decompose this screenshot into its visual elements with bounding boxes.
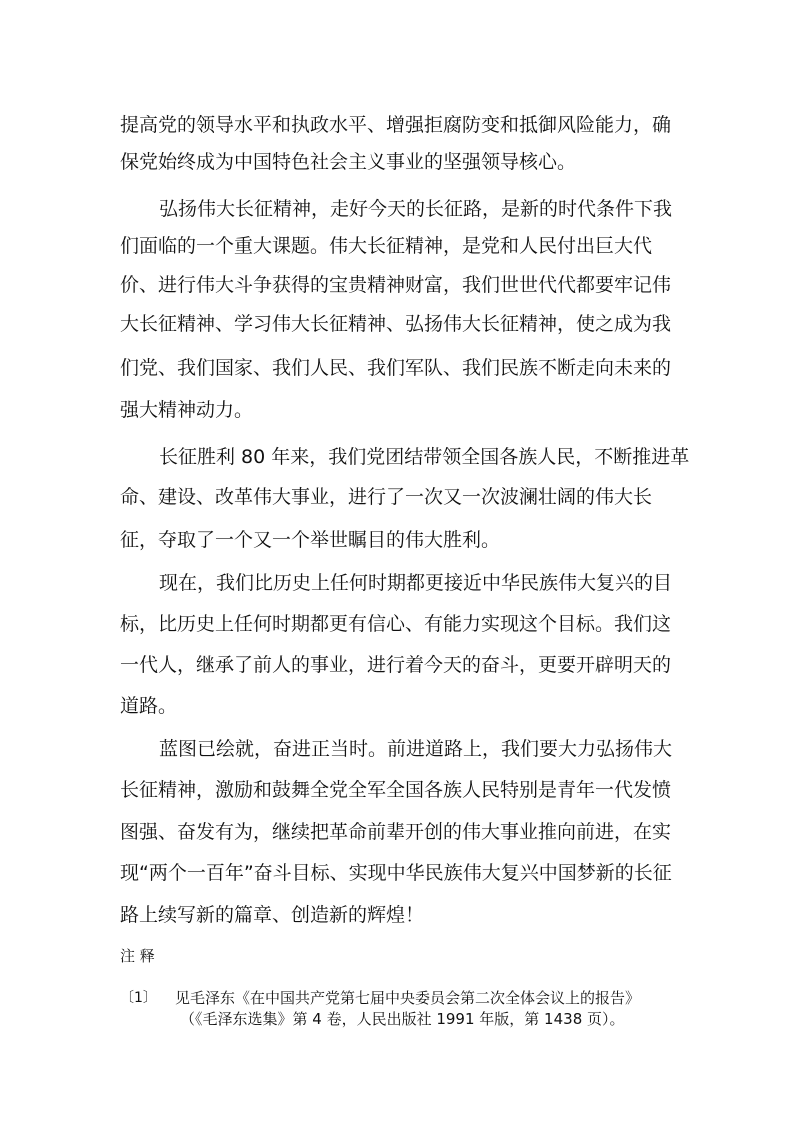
text-line: 蓝图已绘就，奋进正当时。前进道路上，我们要大力弘扬伟大 (159, 738, 673, 760)
text-line: 征，夺取了一个又一个举世瞩目的伟大胜利。 (120, 529, 501, 551)
text-line: 标，比历史上任何时期都更有信心、有能力实现这个目标。我们这 (120, 613, 672, 635)
text-line: 路上续写新的篇章、创造新的辉煌！ (120, 904, 425, 926)
text-line: 现“两个一百年”奋斗目标、实现中华民族伟大复兴中国梦新的长征 (120, 862, 672, 884)
text-line: 大长征精神、学习伟大长征精神、弘扬伟大长征精神，使之成为我 (120, 313, 672, 335)
text-line: 道路。 (120, 695, 178, 717)
text-line: 一代人，继承了前人的事业，进行着今天的奋斗，更要开辟明天的 (120, 654, 672, 676)
note-number: 〔1〕 (120, 990, 157, 1006)
text-line: 弘扬伟大长征精神，走好今天的长征路，是新的时代条件下我 (159, 198, 673, 220)
text-line: 价、进行伟大斗争获得的宝贵精神财富，我们世世代代都要牢记伟 (120, 274, 672, 296)
note-text-line: 见毛泽东《在中国共产党第七届中央委员会第二次全体会议上的报告》 (175, 989, 641, 1007)
text-line: 长征精神，激励和鼓舞全党全军全国各族人民特别是青年一代发愤 (120, 779, 672, 801)
text-line: 们党、我们国家、我们人民、我们军队、我们民族不断走向未来的 (120, 357, 672, 379)
text-line: 保党始终成为中国特色社会主义事业的坚强领导核心。 (120, 151, 577, 173)
text-line: 们面临的一个重大课题。伟大长征精神，是党和人民付出巨大代 (120, 235, 653, 257)
text-line: 长征胜利 80 年来，我们党团结带领全国各族人民，不断推进革 (159, 446, 690, 468)
notes-heading: 注 释 (120, 947, 155, 965)
text-line: 命、建设、改革伟大事业，进行了一次又一次波澜壮阔的伟大长 (120, 486, 653, 508)
text-line: 提高党的领导水平和执政水平、增强拒腐防变和抵御风险能力，确 (120, 114, 672, 136)
text-line: 强大精神动力。 (120, 399, 254, 421)
text-line: 现在，我们比历史上任何时期都更接近中华民族伟大复兴的目 (159, 572, 673, 594)
note-text-line: （《毛泽东选集》第 4 卷，人民出版社 1991 年版，第 1438 页）。 (180, 1010, 625, 1028)
text-line: 图强、奋发有为，继续把革命前辈开创的伟大事业推向前进，在实 (120, 821, 672, 843)
